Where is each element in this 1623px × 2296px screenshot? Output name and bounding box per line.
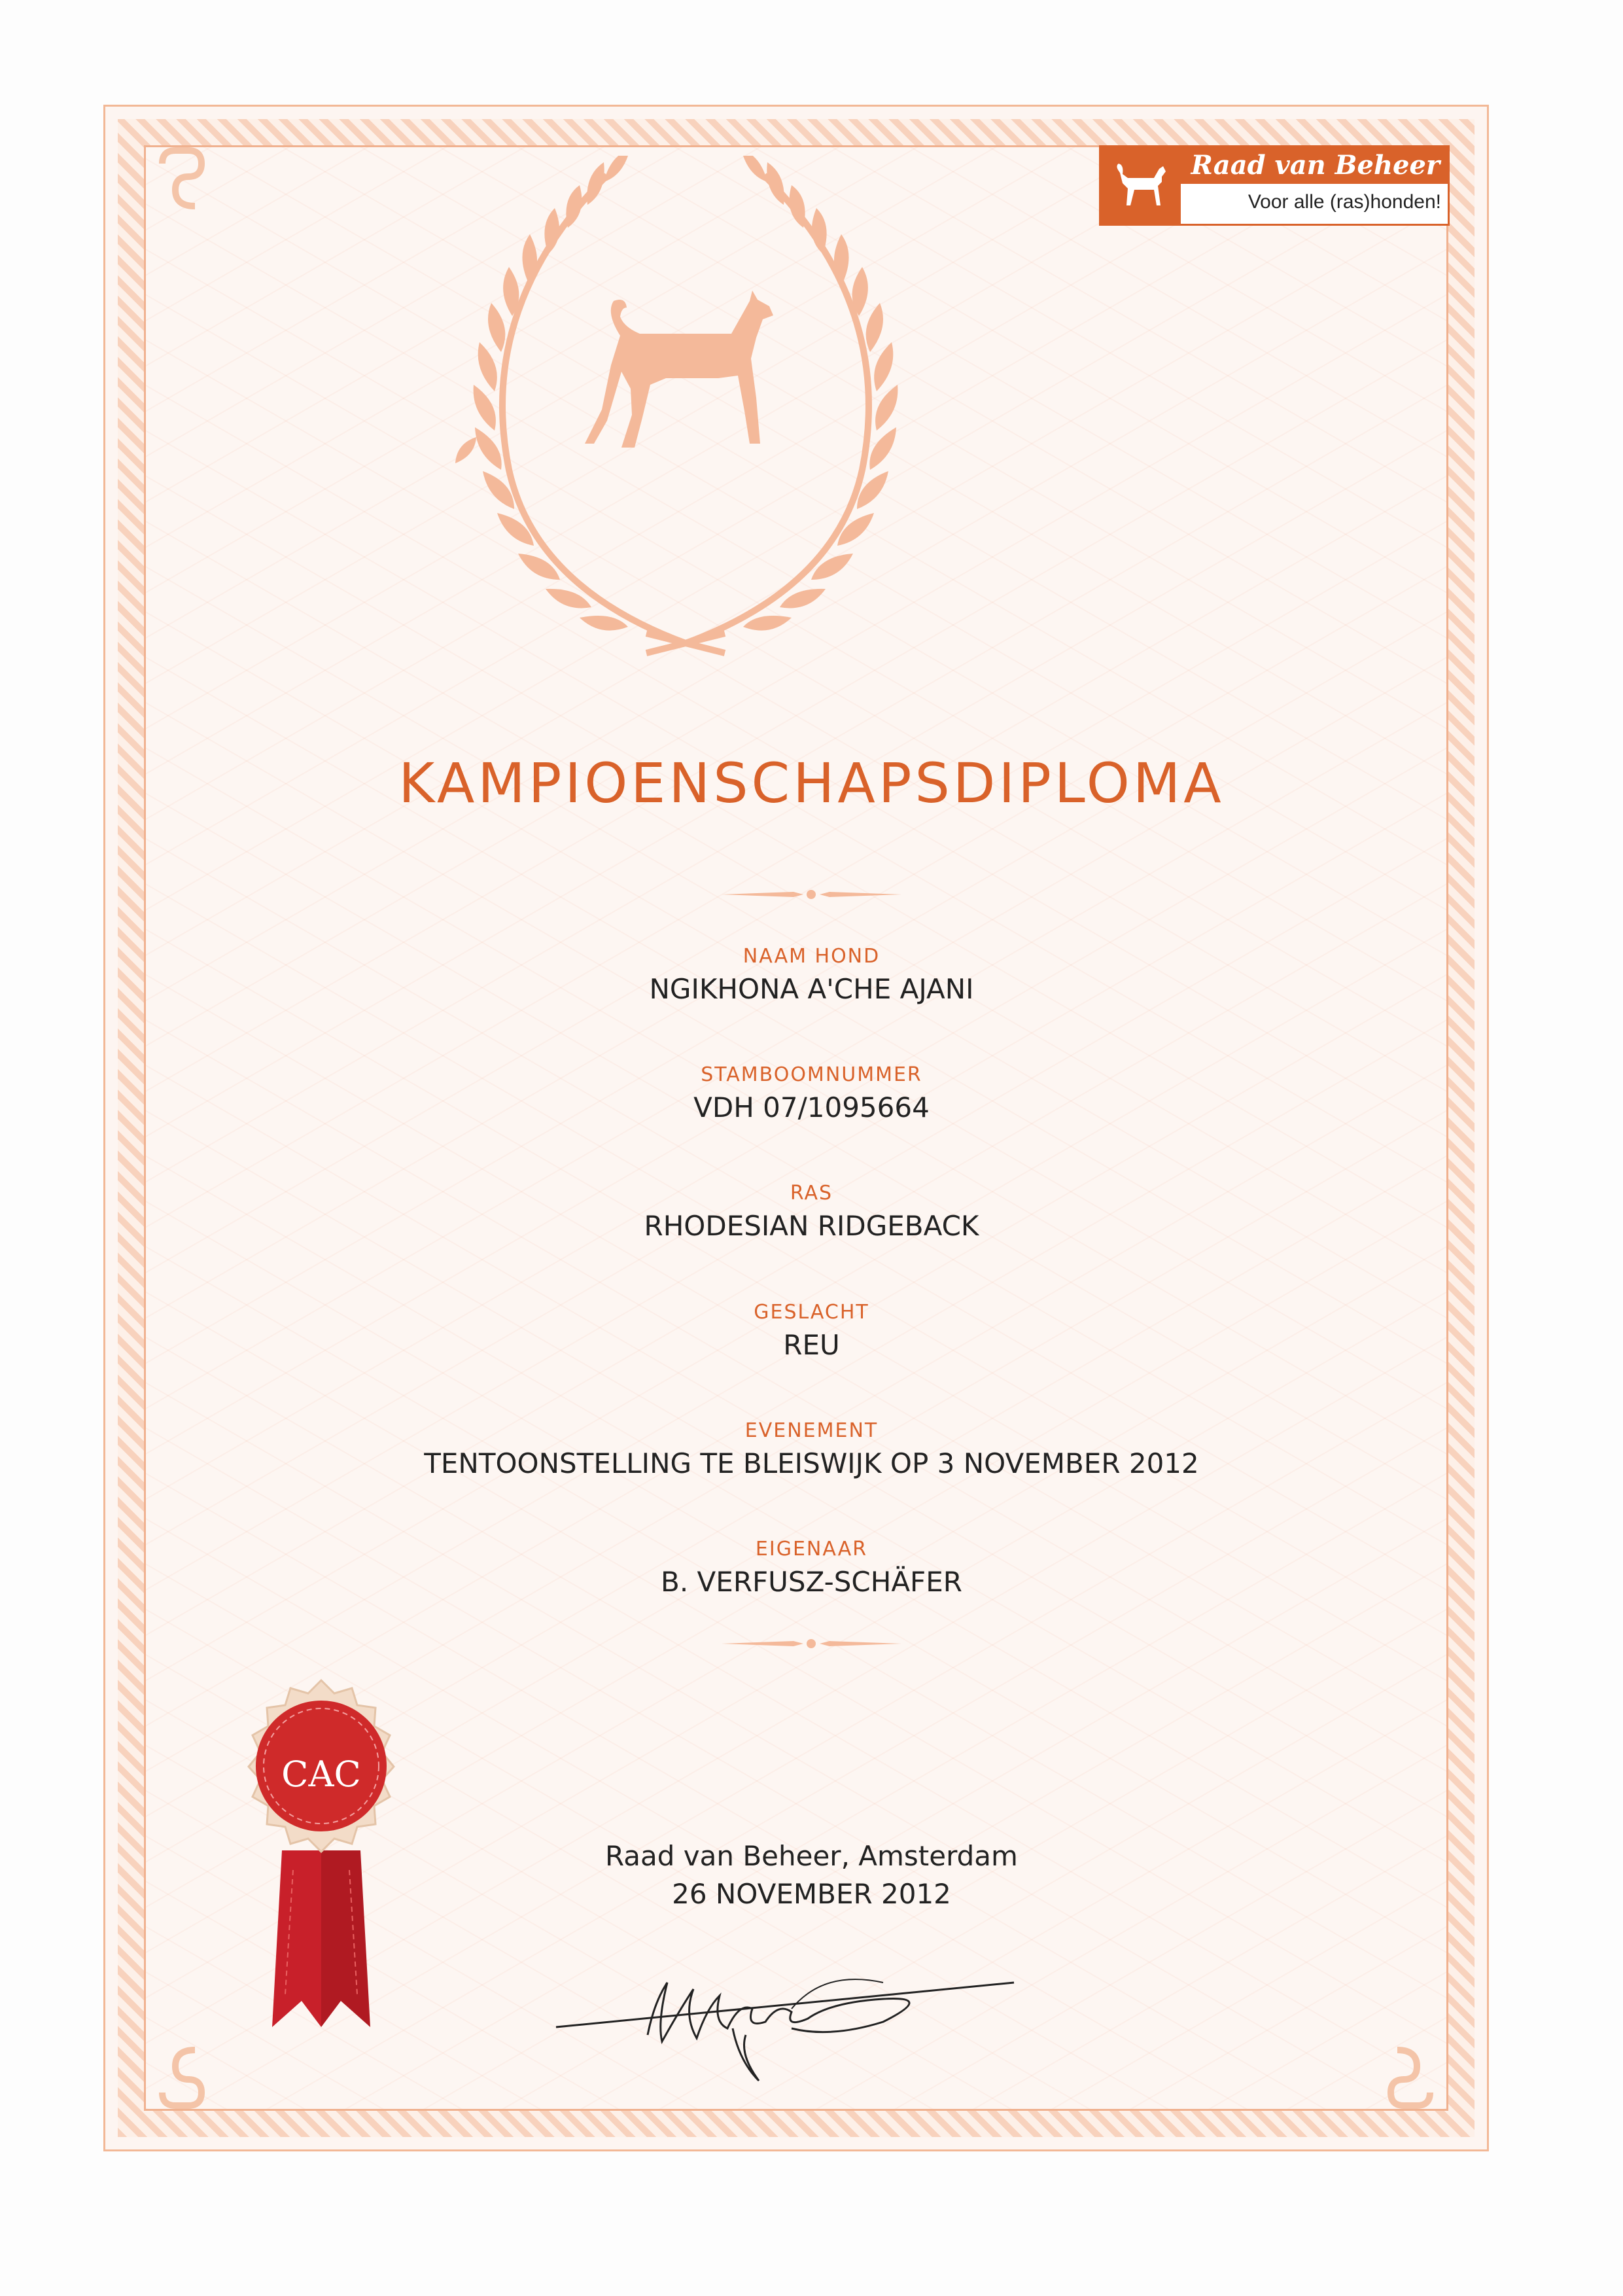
issuer-name: Raad van Beheer, Amsterdam — [605, 1840, 1018, 1872]
field-value: B. VERFUSZ-SCHÄFER — [661, 1566, 962, 1598]
field-label: NAAM HOND — [742, 945, 881, 968]
field-event — [0, 1419, 1623, 1479]
field-label: STAMBOOMNUMMER — [701, 1063, 922, 1086]
dog-silhouette-icon — [585, 291, 773, 448]
field-label: GESLACHT — [754, 1301, 869, 1324]
seal-label: CAC — [281, 1754, 361, 1795]
corner-ornament-bottom-right-icon — [1365, 2034, 1443, 2112]
field-label: RAS — [790, 1182, 833, 1205]
corner-ornament-top-left-icon — [149, 144, 228, 222]
issue-date: 26 NOVEMBER 2012 — [672, 1878, 951, 1910]
divider-ornament-top — [722, 887, 901, 902]
field-breed — [0, 1182, 1623, 1242]
field-label: EIGENAAR — [755, 1538, 868, 1561]
diploma-title: KAMPIOENSCHAPSDIPLOMA — [398, 751, 1225, 815]
field-dog-name — [0, 945, 1623, 1005]
field-label: EVENEMENT — [744, 1419, 879, 1442]
corner-ornament-bottom-left-icon — [149, 2034, 228, 2112]
handwritten-signature — [543, 1930, 1040, 2094]
field-owner — [0, 1538, 1623, 1598]
raad-van-beheer-logo — [1099, 145, 1450, 226]
field-value: RHODESIAN RIDGEBACK — [644, 1210, 979, 1242]
logo-tagline: Voor alle (ras)honden! — [1248, 191, 1441, 213]
laurel-wreath-emblem — [450, 156, 921, 679]
issuer-block — [0, 1837, 1623, 1913]
divider-ornament-bottom — [722, 1636, 901, 1651]
field-value: NGIKHONA A'CHE AJANI — [649, 973, 974, 1005]
field-sex — [0, 1301, 1623, 1361]
dog-logo-icon — [1101, 147, 1181, 224]
logo-title: Raad van Beheer — [1181, 147, 1448, 184]
field-value: VDH 07/1095664 — [693, 1091, 930, 1123]
field-value: TENTOONSTELLING TE BLEISWIJK OP 3 NOVEMBER 2012 — [424, 1447, 1199, 1479]
field-pedigree-number — [0, 1063, 1623, 1123]
field-value: REU — [783, 1329, 840, 1361]
